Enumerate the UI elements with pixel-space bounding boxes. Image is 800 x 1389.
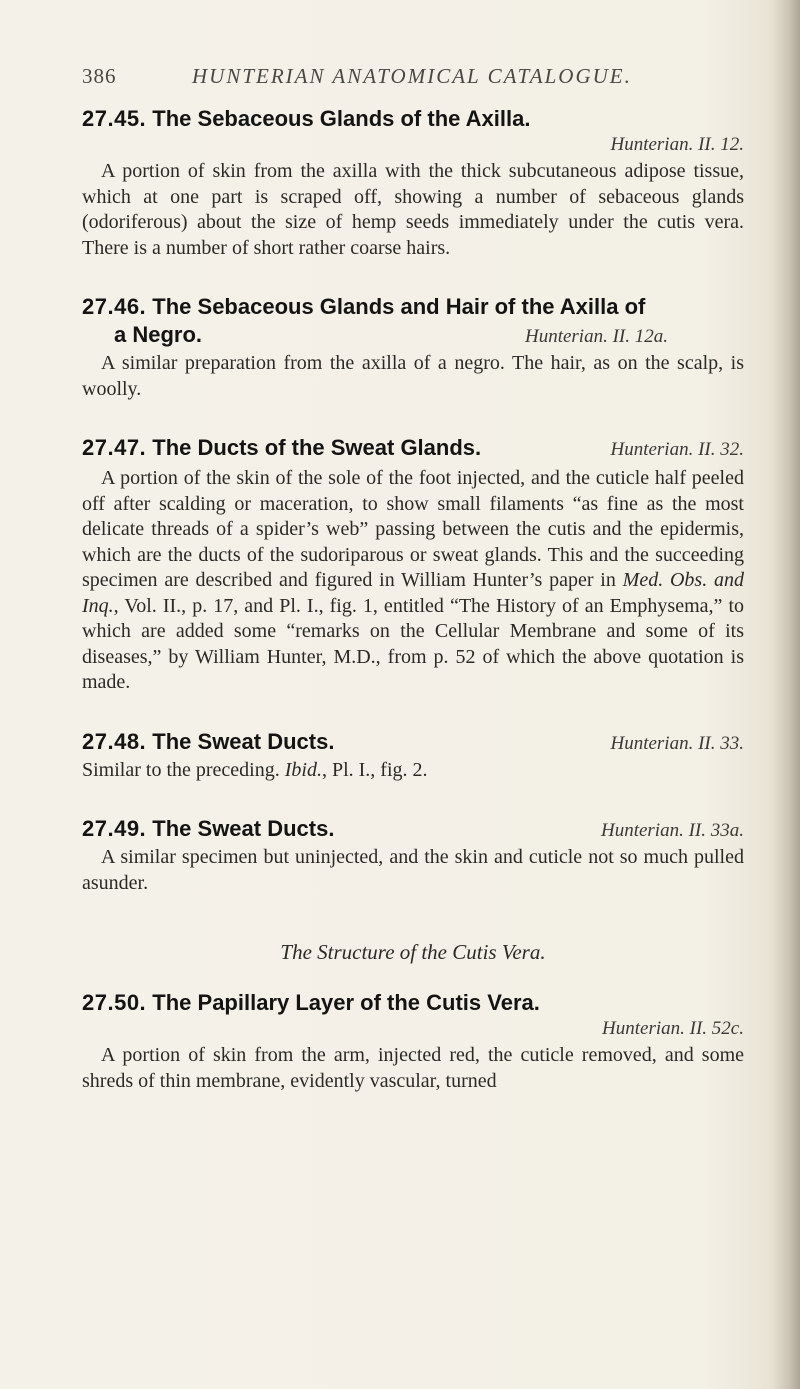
entry-heading-line-2	[82, 321, 744, 349]
running-title: HUNTERIAN ANATOMICAL CATALOGUE.	[192, 64, 632, 88]
ibid-reference: Ibid.	[284, 758, 322, 781]
entry-heading	[82, 728, 334, 756]
entry-number: 27.50.	[82, 990, 147, 1015]
catalogue-entry-27-48	[82, 728, 744, 784]
entry-description-part-2: , Pl. I., fig. 2.	[321, 758, 428, 781]
entry-source: Hunterian. II. 32.	[610, 439, 744, 460]
entry-title: The Sebaceous Glands of the Axilla.	[152, 106, 531, 131]
entry-description-part-2: , Vol. II., p. 17, and Pl. I., fig. 1, entitled “The History of an Emphysema,” to which are added some “remarks on the Cellular Membrane and some of its diseases,” by William Hunter, M.D., from p. 52 of which the above quotation is made.	[82, 594, 744, 693]
catalogue-entry-27-50	[82, 989, 744, 1094]
entry-description: A similar preparation from the axilla of a negro. The hair, as on the scalp, is woolly.	[82, 352, 744, 400]
entry-source: Hunterian. II. 12a.	[524, 326, 668, 347]
entry-title: The Ducts of the Sweat Glands.	[152, 435, 482, 460]
entry-title-line-1: The Sebaceous Glands and Hair of the Axilla of	[152, 294, 646, 319]
entry-heading-line	[82, 815, 744, 843]
entry-description-part-1: Similar to the preceding.	[82, 758, 285, 781]
entry-description	[82, 758, 744, 784]
entry-source: Hunterian. II. 52c.	[602, 1018, 744, 1039]
entry-heading	[82, 989, 744, 1017]
entry-description: A portion of skin from the axilla with the thick subcutaneous adipose tissue, which at one part is scraped off, showing a number of sebaceous glands (odoriferous) about the size of hemp seeds immediately under the cutis vera. There is a number of short rather coarse hairs.	[82, 160, 744, 259]
entry-heading	[82, 815, 334, 843]
page-number: 386	[82, 64, 117, 88]
journal-title: Med. Obs. and Inq.	[82, 569, 745, 617]
running-header	[82, 64, 742, 89]
entry-description: A portion of skin from the arm, injected red, the cuticle removed, and some shreds of thin membrane, evidently vascular, turned	[82, 1044, 744, 1092]
entry-source: Hunterian. II. 12.	[610, 134, 744, 155]
entry-source: Hunterian. II. 33.	[610, 732, 744, 754]
entry-heading	[82, 105, 744, 133]
entry-heading-line	[82, 728, 744, 756]
entry-number: 27.47.	[82, 435, 147, 460]
entry-number: 27.45.	[82, 106, 147, 131]
page-gutter-shadow	[772, 0, 800, 1389]
entry-heading	[82, 293, 744, 321]
entry-description	[82, 466, 744, 696]
entry-heading-line	[82, 434, 744, 462]
catalogue-entry-27-46	[82, 293, 744, 402]
catalogue-entry-27-47	[82, 434, 744, 696]
entry-number: 27.46.	[82, 294, 147, 319]
page-content	[82, 100, 744, 1094]
entry-description: A similar specimen but uninjected, and the skin and cuticle not so much pulled asunder.	[82, 846, 744, 894]
entry-title: The Sweat Ducts.	[152, 816, 335, 841]
entry-description-part-1: A portion of the skin of the sole of the foot injected, and the cuticle half peeled off after scalding or maceration, to show small filaments “as fine as the most delicate threads of a spider’s web” passing between the cutis and the epidermis, which are the ducts of the sudoriparous or sweat glands. This and the succeeding specimen are described and figured in William Hunter’s paper in	[82, 467, 744, 591]
catalogue-entry-27-45	[82, 100, 744, 261]
entry-heading	[82, 434, 481, 462]
entry-number: 27.48.	[82, 728, 147, 754]
catalogue-entry-27-49	[82, 815, 744, 896]
entry-title: The Sweat Ducts.	[152, 728, 335, 754]
section-title: The Structure of the Cutis Vera.	[280, 940, 546, 964]
entry-title-line-2: a Negro.	[114, 322, 203, 347]
entry-title: The Papillary Layer of the Cutis Vera.	[152, 990, 540, 1015]
entry-number: 27.49.	[82, 816, 147, 841]
entry-source: Hunterian. II. 33a.	[600, 820, 744, 841]
